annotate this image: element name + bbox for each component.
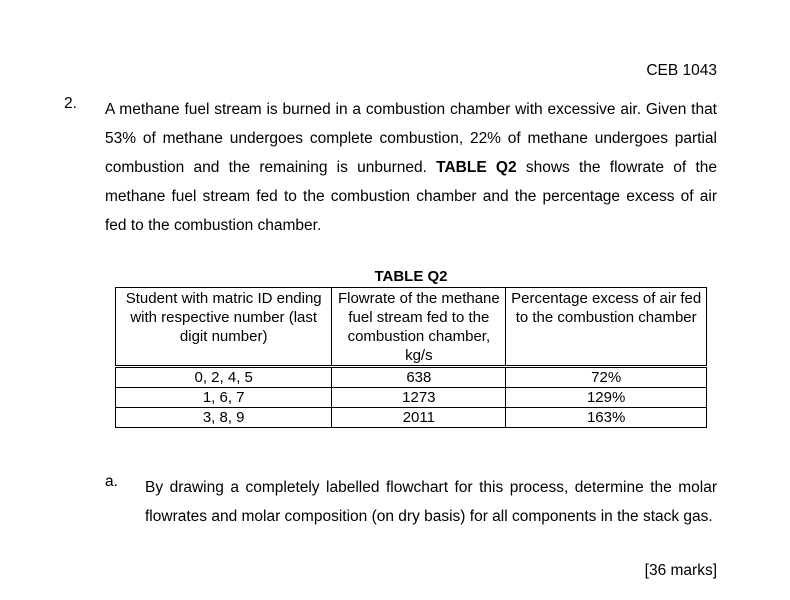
course-code: CEB 1043 — [646, 62, 717, 79]
cell-matric-id: 0, 2, 4, 5 — [116, 367, 332, 388]
cell-matric-id: 1, 6, 7 — [116, 388, 332, 408]
table-row — [116, 367, 707, 388]
table-header-row — [116, 288, 707, 367]
question-text — [105, 95, 717, 240]
sub-question-text: By drawing a completely labelled flowchart for this process, determine the molar flowrates and molar composition (on dry basis) for all components in the stack gas. — [145, 479, 717, 525]
question-text-part1: A methane fuel stream is burned in a combustion chamber with excessive air. Given that 53% of methane undergoes complete combustion, 22% of methane undergoes partial combustion and the remaining is unburned. — [105, 101, 717, 176]
cell-excess-air: 163% — [506, 408, 707, 428]
table-row — [116, 388, 707, 408]
cell-flowrate: 2011 — [332, 408, 506, 428]
cell-flowrate: 1273 — [332, 388, 506, 408]
marks-label: [36 marks] — [644, 562, 717, 579]
data-table — [115, 287, 707, 428]
question-text-part2: shows the flowrate of the methane fuel stream fed to the combustion chamber and the percentage excess of air fed to the combustion chamber. — [105, 159, 718, 234]
cell-matric-id: 3, 8, 9 — [116, 408, 332, 428]
cell-excess-air: 129% — [506, 388, 707, 408]
question-number: 2. — [64, 95, 77, 112]
header-flowrate: Flowrate of the methane fuel stream fed to the combustion chamber, kg/s — [332, 288, 506, 367]
sub-question-label: a. — [105, 473, 118, 490]
header-matric-id: Student with matric ID ending with respective number (last digit number) — [116, 288, 332, 367]
table-caption: TABLE Q2 — [374, 268, 448, 285]
table-row — [116, 408, 707, 428]
cell-excess-air: 72% — [506, 367, 707, 388]
cell-flowrate: 638 — [332, 367, 506, 388]
table-reference: TABLE Q2 — [436, 159, 517, 176]
header-excess-air: Percentage excess of air fed to the combustion chamber — [506, 288, 707, 367]
